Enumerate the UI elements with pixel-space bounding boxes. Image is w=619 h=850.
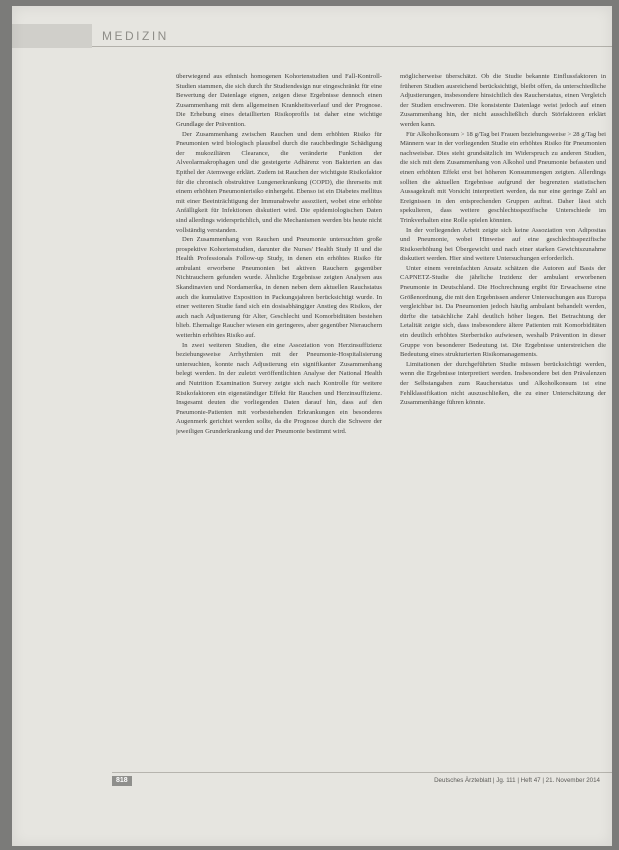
paragraph: Unter einem vereinfachten Ansatz schätzen die Autoren auf Basis der CAPNETZ-Studie die jährliche Inzidenz der ambulant erworbenen Pneumonie in Deutschland. Die Hochrechnung ergibt für Erwachsene eine Größenordnung, die mit den Ergebnissen anderer Untersuchungen aus Europa vergleichbar ist. Da Pneumonien jedoch häufig ambulant behandelt werden, dürfte die tatsächliche Zahl deutlich höher liegen. Bei Betrachtung der Letalität zeigte sich, dass insbesondere ältere Patienten mit Komorbiditäten ein deutlich erhöhtes Sterberisiko aufwiesen, weshalb Prävention in dieser Gruppe von besonderer Bedeutung ist. Die Ergebnisse unterstreichen die Bedeutung eines strukturierten Risikomanagements. [400,264,606,359]
journal-citation: Deutsches Ärzteblatt | Jg. 111 | Heft 47 | 21. November 2014 [434,777,600,784]
section-title: MEDIZIN [102,29,169,43]
paragraph: Den Zusammenhang von Rauchen und Pneumonie untersuchten große prospektive Kohortenstudien, darunter die Nurses' Health Study II und die Health Professionals Follow-up Study, in denen ein erhöhtes Risiko für ambulant erworbene Pneumonien bei aktiven Rauchern gegenüber Nichtrauchern gefunden wurde. Ähnliche Ergebnisse zeigten Analysen aus Skandinavien und Nordamerika, in denen neben dem aktuellen Rauchstatus auch die kumulative Exposition in Packungsjahren berücksichtigt wurde. In einer weiteren Studie fand sich ein dosisabhängiger Anstieg des Risikos, der auch nach Adjustierung für Alter, Geschlecht und Komorbiditäten bestehen blieb. Ehemalige Raucher wiesen ein geringeres, aber gegenüber Nierauchern weiterhin erhöhtes Risiko auf. [176,236,382,340]
paragraph: Der Zusammenhang zwischen Rauchen und dem erhöhten Risiko für Pneumonien wird biologisch plausibel durch die rauchbedingte Schädigung der mukoziliären Clearance, die veränderte Funktion der Alveolarmakrophagen und die gesteigerte Adhärenz von Bakterien an das Epithel der Atemwege erklärt. Zudem ist Rauchen der wichtigste Risikofaktor für die chronisch obstruktive Lungenerkrankung (COPD), die ihrerseits mit einem erhöhten Pneumonierisiko einhergeht. Ebenso ist ein Diabetes mellitus mit einer Beeinträchtigung der Immunabwehr assoziiert, wobei eine erhöhte Anfälligkeit für Infektionen diskutiert wird. Die epidemiologischen Daten sind allerdings widersprüchlich, und die Mechanismen werden bis heute nicht vollständig verstanden. [176,130,382,234]
header-rule [92,46,612,47]
paragraph: möglicherweise überschätzt. Ob die Studie bekannte Einflussfaktoren in früheren Studien ausreichend berücksichtigt, bleibt offen, da unterschiedliche Adjustierungen, insbesondere hinsichtlich des Raucherstatus, einen Vergleich der Studien erschweren. Die konsistente Datenlage weist jedoch auf einen Zusammenhang hin, der nicht ausschließlich durch Störfaktoren erklärt werden kann. [400,73,606,128]
footer-rule [112,772,612,773]
left-column [176,72,382,764]
journal-page [12,6,612,846]
paragraph: Limitationen der durchgeführten Studie müssen berücksichtigt werden, wenn die Ergebnisse interpretiert werden. Insbesondere bei den Prävalenzen der Selbstangaben zum Raucherstatus und Alkoholkonsum ist eine Fehlklassifikation nicht auszuschließen, die zu einer Unterschätzung der Zusammenhänge führen könnte. [400,360,606,407]
paragraph: In der vorliegenden Arbeit zeigte sich keine Assoziation von Adipositas und Pneumonie, wobei Hinweise auf eine geschlechtsspezifische Risikoerhöhung bei Übergewicht und nach einer starken Gewichtszunahme diskutiert werden. Hier sind weitere Untersuchungen erforderlich. [400,226,606,263]
paragraph: In zwei weiteren Studien, die eine Assoziation von Herzinsuffizienz beziehungsweise Arrhythmien mit der Pneumonie-Hospitalisierung untersuchten, konnte nach Adjustierung ein signifikanter Zusammenhang belegt werden. In der zuletzt veröffentlichten Analyse der National Health and Nutrition Examination Survey zeigte sich nach Kontrolle für weitere Risikofaktoren ein eigenständiger Effekt für Rauchen und Herzinsuffizienz. Insgesamt deuten die vorliegenden Daten darauf hin, dass auf den Pneumonie-Patienten mit vorbestehenden Erkrankungen ein besonderes Augenmerk gerichtet werden sollte, da die Prognose durch die Schwere der jeweiligen Grunderkrankung und der Pneumonie bestimmt wird. [176,341,382,435]
page-number: 818 [112,776,132,786]
header-tab [12,24,92,48]
right-column [400,72,606,758]
paragraph: Für Alkoholkonsum > 18 g/Tag bei Frauen beziehungsweise > 28 g/Tag bei Männern war in der vorliegenden Studie ein erhöhtes Risiko für Pneumonien nachweisbar. Dies steht grundsätzlich im Widerspruch zu anderen Studien, die sich mit dem Zusammenhang von Alkohol und Pneumonie befassten und einen erhöhten Effekt erst bei höheren Konsummengen zeigten. Allerdings sollten die aktuellen Ergebnisse aufgrund der begrenzten statistischen Aussagekraft mit Vorsicht interpretiert werden, da nur eine geringe Zahl an Ereignissen in den entsprechenden Gruppen auftrat. Daher lässt sich spekulieren, dass weitere geschlechtsspezifische Unterschiede im Trinkverhalten eine Rolle spielen könnten. [400,130,606,224]
paragraph: überwiegend aus ethnisch homogenen Kohortenstudien und Fall-Kontroll-Studien stammen, die sich durch ihr Studiendesign nur eingeschränkt für eine Bewertung der Datenlage eignen, zeigen diese Ergebnisse dennoch einen Zusammenhang mit dem allgemeinen Krankheitsverlauf und der Prognose. Die Erhebung eines detaillierten Risikoprofils ist daher eine wichtige Grundlage der Prävention. [176,73,382,128]
